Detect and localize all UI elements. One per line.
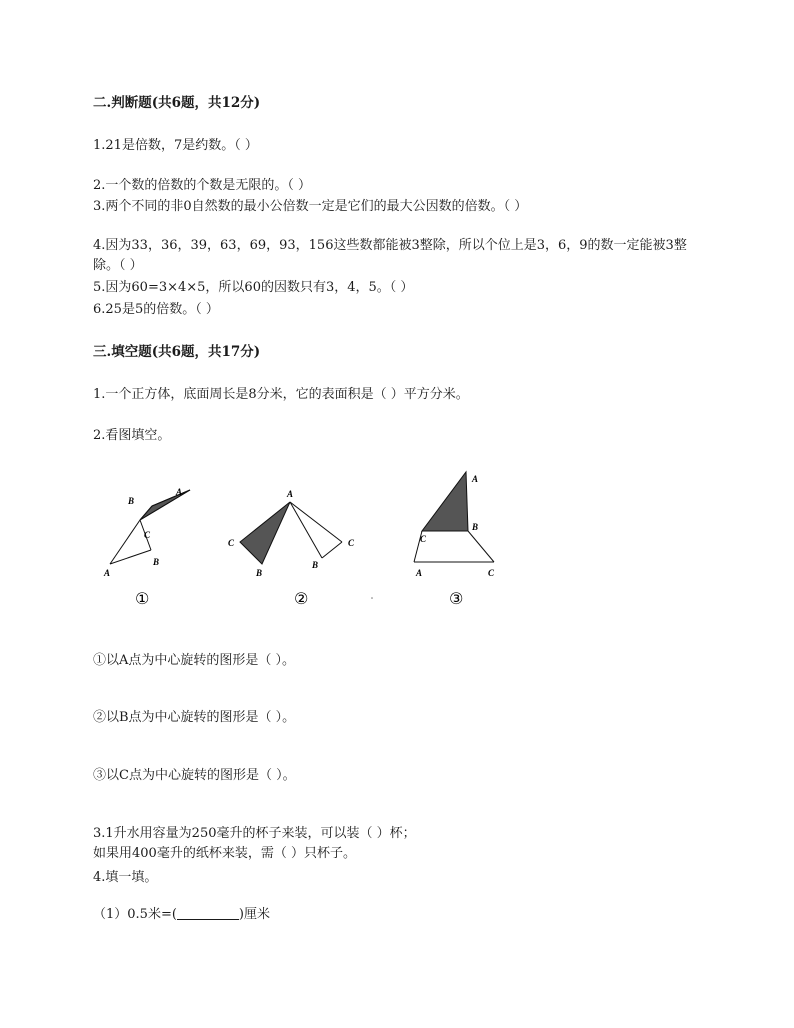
figure-label-1: ①	[135, 589, 150, 608]
question-2-5: 5.因为60=3×4×5，所以60的因数只有3，4，5。（ ）	[93, 280, 414, 295]
figure-3	[414, 472, 495, 608]
question-3-2c: ③以C点为中心旋转的图形是（ ）。	[93, 768, 296, 783]
fig3-label-c-top: C	[420, 534, 427, 544]
q4-1-prefix: （1）0.5米=(	[93, 907, 177, 922]
question-3-2: 2.看图填空。	[93, 428, 171, 443]
fig2-label-b-right: B	[312, 560, 319, 570]
fig1-label-b-top: B	[128, 496, 135, 506]
fig3-label-b: B	[472, 522, 479, 532]
question-3-2a: ①以A点为中心旋转的图形是（ ）。	[93, 653, 296, 668]
figure-label-3: ③	[449, 589, 464, 608]
q4-1-suffix: )厘米	[238, 907, 270, 922]
fig2-label-c-left: C	[228, 538, 235, 548]
question-2-3: 3.两个不同的非0自然数的最小公倍数一定是它们的最大公因数的倍数。（ ）	[93, 199, 528, 214]
question-3-4: 4.填一填。	[93, 870, 158, 885]
fig2-label-a: A	[287, 489, 294, 499]
question-2-4: 4.因为33，36，39，63，69，93，156这些数都能被3整除，所以个位上是3，6，9的数一定能被3整除。（ ）	[93, 238, 687, 273]
question-3-2b: ②以B点为中心旋转的图形是（ ）。	[93, 710, 296, 725]
question-3-4-1	[93, 905, 270, 924]
fig1-label-b-bottom: B	[153, 557, 160, 567]
fig2-label-b-left: B	[256, 568, 263, 578]
fig1-label-a-top: A	[176, 487, 183, 497]
rotation-figures	[96, 468, 516, 618]
fig3-label-a-bottom: A	[416, 568, 423, 578]
figure-2	[228, 489, 373, 608]
question-2-2: 2.一个数的倍数的个数是无限的。（ ）	[93, 178, 312, 193]
fig1-label-c: C	[144, 530, 151, 540]
question-2-6: 6.25是5的倍数。（ ）	[93, 302, 219, 317]
fig1-label-a-bottom: A	[104, 568, 111, 578]
figure-1	[103, 487, 190, 608]
figure-label-2: ②	[294, 589, 309, 608]
figure-3-shaded-triangle	[422, 472, 468, 531]
section-3-title: 三.填空题(共6题，共17分)	[93, 344, 261, 360]
fig3-label-a-top: A	[472, 474, 479, 484]
fig3-label-c-bottom: C	[488, 568, 495, 578]
section-2-title: 二.判断题(共6题，共12分)	[93, 95, 261, 111]
stray-dot	[371, 597, 373, 599]
question-3-1: 1.一个正方体，底面周长是8分米，它的表面积是（ ）平方分米。	[93, 387, 469, 402]
figure-2-shaded-triangle	[240, 502, 290, 564]
question-2-1: 1.21是倍数，7是约数。（ ）	[93, 138, 258, 153]
answer-blank[interactable]	[177, 905, 239, 920]
fig2-label-c-right: C	[348, 538, 355, 548]
question-3-3: 3.1升水用容量为250毫升的杯子来装，可以装（ ）杯；如果用400毫升的纸杯来装，需（ ）只杯子。	[93, 826, 416, 861]
